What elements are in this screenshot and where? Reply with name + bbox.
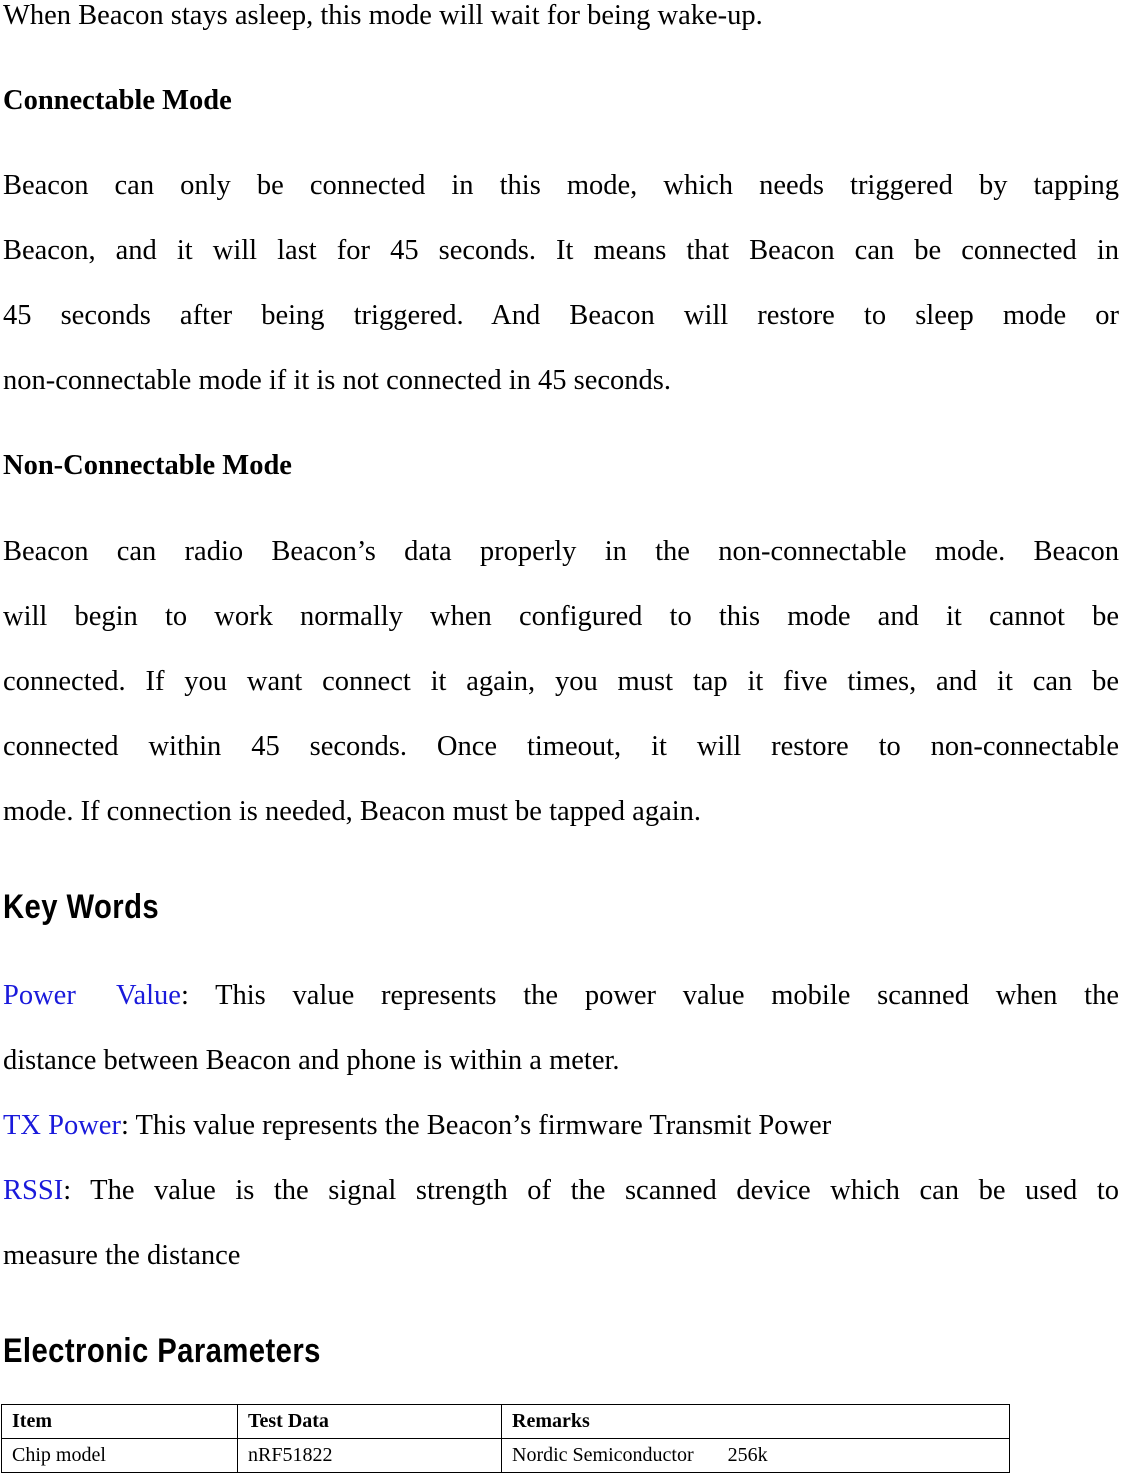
power-value-definition [3,963,1119,1028]
table-cell-remarks [502,1439,1010,1473]
rssi-definition [3,1158,1119,1223]
paragraph-line: Beacon can only be connected in this mode, which needs triggered by tapping [3,170,1119,201]
tx-power-term: TX Power [3,1110,121,1141]
connectable-mode-paragraph [3,153,1119,413]
tx-power-text: : This value represents the Beacon’s firmware Transmit Power [120,1110,832,1141]
intro-line: When Beacon stays asleep, this mode will wait for being wake-up. [3,0,763,31]
power-value-definition-cont: distance between Beacon and phone is within a meter. [3,1045,620,1076]
paragraph-line: non-connectable mode if it is not connected in 45 seconds. [3,365,671,396]
tx-power-definition [3,1093,1119,1158]
rssi-definition-cont: measure the distance [3,1240,241,1271]
paragraph-line: Beacon, and it will last for 45 seconds. It means that Beacon can be connected in [3,235,1119,266]
key-words-heading: Key Words [3,888,160,926]
table-cell-item: Chip model [2,1439,238,1473]
non-connectable-mode-paragraph [3,519,1119,844]
electronic-parameters-heading: Electronic Parameters [3,1332,321,1370]
paragraph-line: Beacon can radio Beacon’s data properly in the non-connectable mode. Beacon [3,536,1119,567]
table-header-item: Item [2,1405,238,1439]
power-value-text: : This value represents the power value mobile scanned when the [180,980,1119,1011]
rssi-term: RSSI [3,1175,64,1206]
paragraph-line: 45 seconds after being triggered. And Beacon will restore to sleep mode or [3,300,1119,331]
remarks-vendor: Nordic Semiconductor [512,1444,694,1466]
key-words-list [3,963,1119,1288]
table-header-row [2,1405,1010,1439]
paragraph-line: will begin to work normally when configured to this mode and it cannot be [3,601,1119,632]
table-header-test-data: Test Data [238,1405,502,1439]
connectable-mode-heading: Connectable Mode [3,85,232,116]
remarks-flash: 256k [727,1444,768,1466]
table-header-remarks: Remarks [502,1405,1010,1439]
non-connectable-mode-heading: Non-Connectable Mode [3,450,292,481]
paragraph-line: connected within 45 seconds. Once timeout, it will restore to non-connectable [3,731,1119,762]
rssi-text: : The value is the signal strength of the scanned device which can be used to [63,1175,1119,1206]
table-row [2,1439,1010,1473]
paragraph-line: connected. If you want connect it again, you must tap it five times, and it can be [3,666,1119,697]
table-cell-test-data: nRF51822 [238,1439,502,1473]
paragraph-line: mode. If connection is needed, Beacon must be tapped again. [3,796,702,827]
electronic-parameters-table [1,1404,1010,1473]
power-value-term: Power Value [3,980,181,1011]
